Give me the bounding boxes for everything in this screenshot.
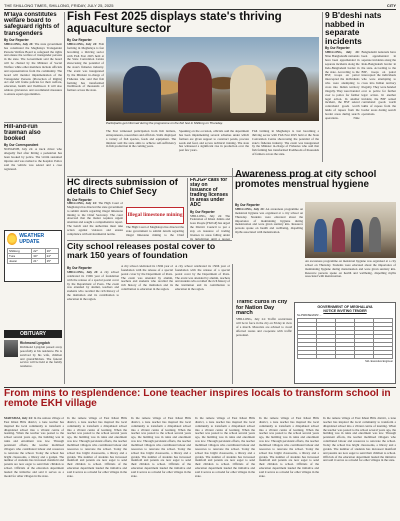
ad-title: GOVERNMENT OF MEGHALAYA — [317, 305, 373, 309]
ad-footer: Sd/- Executive Engineer — [365, 360, 393, 363]
lead-photo — [106, 37, 319, 121]
obituary-portrait — [4, 340, 18, 357]
story-fkjgp — [190, 178, 230, 240]
section-label: CITY — [386, 3, 396, 8]
bottom-col-5: In the remote village of East Khasi Hills district, a lone teacher has inspired the local community to transform a dilapidated school into a vibrant centre of learning. When the teacher was posted to the school several years ago, the building was in ruins and enrolment was low. Through persistent efforts, the teacher mobilised villagers who contributed labour and resources to renovate the school. Today the school has bright classrooms, a library and a garden. The number of students has increased manifold and parents are now eager to send their children to school. Officials of the education department lauded the initiative and said it serves as a model for other villages in the state. — [259, 417, 319, 478]
tender-advertisement — [294, 302, 396, 384]
bottom-headline: From mins to resplendence: Lone teacher inspires locals to transform school in remote EKH village — [4, 389, 391, 410]
weather-row — [8, 249, 59, 254]
article-body: NONGPOH, July 24: A truck driver who allegedly fled after hitting a pedestrian has been booked by police. The victim sustained injuries and was rushed to the hospital. Police said the vehicle was seized and a case registered. — [4, 147, 62, 171]
weather-title: WEATHER UPDATE — [19, 233, 45, 245]
lead-col-1 — [67, 37, 104, 173]
weather-box — [4, 230, 62, 282]
article-body: SHILLONG, July 24: Traffic restrictions will be in force in the city on Friday in view of a march. Motorists are advised to avoid affected routes and cooperate with traffic personnel. — [236, 317, 292, 337]
lead-story-fish-fest — [67, 11, 319, 35]
weather-cell: 16° — [45, 249, 58, 254]
obituary-box — [4, 330, 62, 380]
article-text: Fish farming in Meghalaya is fast becoming a thriving sector with Fish Fest 2025 held at the State Convention Centre showcasing the potential of the state's fisheries industry. The event was inaugurated by the Minister in-charge of Fisheries who said that fish farming has transformed livelihoods of thousands of farmers across the state. — [67, 42, 104, 93]
ad-table-cell — [355, 355, 374, 359]
article-text: An awareness programme on menstrual hygiene was organised at a city school on Thursday. Students were educated about the importance of maintaining hygiene during menstruation and were given sanitary kits. Resource persons spoke on health and wellbeing, dispelling myths associated with menstruation. — [235, 207, 303, 235]
story-awareness-body — [235, 202, 303, 300]
ad-table-row — [298, 355, 393, 359]
obituary-name: Richmond Lyngdoh — [20, 341, 50, 345]
dateline: SHILLONG, July 24: — [67, 42, 98, 46]
bottom-col-4: In the remote village of East Khasi Hills district, a lone teacher has inspired the local community to transform a dilapidated school into a vibrant centre of learning. When the teacher was posted to the school several years ago, the building was in ruins and enrolment was low. Through persistent efforts, the teacher mobilised villagers who contributed labour and resources to renovate the school. Today the school has bright classrooms, a library and a garden. The number of students has increased manifold and parents are now eager to send their children to school. Officials of the education department lauded the initiative and said it serves as a model for other villages in the state. — [195, 417, 255, 478]
lead-headline: Fish Fest 2025 displays state's thriving aquaculture sector — [67, 11, 282, 35]
dateline: MAWSMAI, July 24: — [4, 417, 33, 420]
article-body — [4, 417, 64, 479]
byline: By Our Reporter — [325, 46, 350, 51]
dateline: SHILLONG, July 24: — [235, 207, 265, 211]
bottom-col-6: In the remote village of East Khasi Hills district, a lone teacher has inspired the local community to transform a dilapidated school into a vibrant centre of learning. When the teacher was posted to the school several years ago, the building was in ruins and enrolment was low. Through persistent efforts, the teacher mobilised villagers who contributed labour and resources to renovate the school. Today the school has bright classrooms, a library and a garden. The number of students has increased manifold and parents are now eager to send their children to school. Officials of the education department lauded the initiative and said it serves as a model for other villages in the state. — [323, 417, 396, 463]
bottom-col-3: In the remote village of East Khasi Hills district, a lone teacher has inspired the local community to transform a dilapidated school into a vibrant centre of learning. When the teacher was posted to the school several years ago, the building was in ruins and enrolment was low. Through persistent efforts, the teacher mobilised villagers who contributed labour and resources to renovate the school. Today the school has bright classrooms, a library and a garden. The number of students has increased manifold and parents are now eager to send their children to school. Officials of the education department lauded the initiative and said it serves as a model for other villages in the state. — [131, 417, 191, 478]
dateline: SHILLONG, July 24: — [67, 202, 97, 205]
headline: 9 B'deshi nats nabbed in separate incidents — [325, 11, 382, 46]
lead-col-2: The Fest witnessed participation from fish farmers, entrepreneurs, researchers and officials. Stalls displayed a variety of fish species, feeds and equipment. The minister said the state aims to achieve self-sufficiency in fish production in the coming years. — [106, 130, 176, 149]
weather-cell: Jowai — [8, 259, 32, 264]
article-body — [235, 208, 303, 235]
stamp-text: Illegal limestone mining — [127, 211, 183, 218]
bottom-col-1 — [4, 417, 64, 519]
headline: FKJGP calls for stay on issuance of trading licenses in areas under ADC — [190, 178, 229, 209]
ad-subtitle: NOTICE INVITING TENDER — [323, 309, 367, 313]
byline: By Our Reporter — [4, 37, 29, 42]
ad-table-cell — [336, 355, 355, 359]
byline: By Our Reporter — [67, 197, 92, 202]
byline: By Our Reporter — [190, 209, 215, 214]
masthead — [4, 2, 396, 10]
story-city-school-body-3: A city school celebrated its 150th year of foundation with the release of a special postal cover by the Department of Posts. The event was attended by alumni, teachers and students who recalled the rich history of the institution and its contribution to education in the region. — [175, 265, 230, 292]
headline: Awareness prog at city school promotes menstrual hygiene — [235, 170, 377, 190]
article-text: In the remote village of East Khasi Hills district, a lone teacher has inspired the local community to transform a dilapidated school into a vibrant centre of learning. When the teacher was posted to the school several years ago, the building was in ruins and enrolment was low. Through persistent efforts, the teacher mobilised villagers who contributed labour and resources to renovate the school. Today the school has bright classrooms, a library and a garden. The number of students has increased manifold and parents are now eager to send their children to school. Officials of the education department lauded the initiative and said it serves as a model for other villages in the state. — [4, 417, 64, 478]
weather-row — [8, 259, 59, 264]
weather-cell: Shillong — [8, 249, 32, 254]
article-text: The state government has constituted the Meghalaya Transgender Persons Welfare Board to safeguard the rights and ensure the welfare of transgender persons in the state. The Government said the board will be chaired by the Minister of Social Welfare while other members include officials and representatives from the community. The board will monitor implementation of the Transgender Persons (Protection of Rights) Act and will frame policies for their welfare, education, health and livelihood. It will also address grievances and recommend measures to ensure equal opportunities. — [4, 41, 62, 96]
masthead-left: THE SHILLONG TIMES, SHILLONG, FRIDAY, JULY 25, 2025 — [4, 3, 114, 8]
story-awareness — [235, 170, 396, 200]
lead-col-4: Fish farming in Meghalaya is fast becoming a thriving sector with Fish Fest 2025 held at the State Convention Centre showcasing the potential of the state's fisheries industry. The event was inaugurated by the Minister in-charge of Fisheries who said that fish farming has transformed livelihoods of thousands of farmers across the state. — [252, 130, 319, 157]
awareness-photo — [305, 202, 396, 258]
story-bangladeshi-nabbed — [325, 11, 396, 163]
headline: Hill-and-run trawnan also booked — [4, 124, 41, 143]
article-body: SHILLONG, July 24: The Federation of Khasi Jaintia and Garo People (FKJGP) has urged the District Council to put a stay on issuance of trading licenses in areas falling under its jurisdiction until a proper — [190, 213, 230, 240]
weather-cell: 21° — [32, 259, 45, 264]
obituary-body: Richmond Lyngdoh passed away peacefully at his residence. He is survived by his wife, children and grandchildren. The funeral service will be held at the family residence. — [20, 345, 62, 369]
lead-col-3: Speaking on the occasion, officials said the department has been implementing several schemes under which farmers are given support to construct ponds, procure seeds and feed, and access technical training. The state has witnessed a significant rise in production over the past few years. — [179, 130, 249, 153]
headline: HC directs submission of details to Chief Secy — [67, 178, 178, 197]
byline: By Our Correspondent — [4, 143, 39, 148]
story-traffic — [236, 300, 292, 384]
ad-ref: No.PWD/SE/2025/ ... — [297, 314, 322, 317]
weather-table — [7, 248, 59, 264]
article-text: The High Court of Meghalaya has directed the state government to submit details regarding illegal limestone mining to the Chief Secretary. The court observed that the matter requires urgent attention and sought a comprehensive report. The bench said the authorities must take action against violators and ensure compliance with environmental norms. — [67, 202, 123, 236]
ad-table — [297, 318, 393, 359]
byline: By Our Reporter — [67, 38, 92, 42]
headline: M'laya constitutes welfare board to safeguard rights of transgenders — [4, 12, 60, 37]
ad-table-cell — [374, 355, 393, 359]
article-text-cont: Nine Bangladeshi nationals have been apprehended in separate incidents along the Indo-Bangladesh border in the state. According to the BSF, troops on patrol intercepted the individuals who were attempting to cross into Indian territory illegally. They were handed over to police for further legal action. In another incident, the BSF seized contraband goods worth lakhs of rupees from the border areas during search operations. — [353, 50, 396, 120]
lead-photo-caption: Participants get informed during the programme on the fish fest in Shillong on Thursday. — [106, 121, 223, 125]
headline: City school releases postal cover to mark 150 years of foundation — [67, 242, 216, 260]
story-city-school-body-2: A city school celebrated its 150th year of foundation with the release of a special postal cover by the Department of Posts. The event was attended by alumni, teachers and students who recalled the rich history of the institution and its contribution to education in the region. — [121, 265, 173, 292]
weather-cell: 22° — [32, 249, 45, 254]
weather-cell: Tura — [8, 254, 32, 259]
byline: By Our Reporter — [235, 203, 260, 207]
weather-cell: 15° — [45, 259, 58, 264]
story-hit-and-run — [4, 124, 62, 190]
weather-cell: 24° — [45, 254, 58, 259]
ad-table-cell — [298, 355, 317, 359]
story-hc-stamp — [126, 207, 184, 224]
obituary-title: OBITUARY — [4, 330, 62, 338]
article-text: A city school celebrated its 150th year of foundation with the release of a special postal cover by the Department of Posts. The event was attended by alumni, teachers and students who recalled the rich history of the institution and its contribution to education in the region. — [67, 270, 119, 302]
article-body — [325, 51, 396, 120]
story-hc-body — [67, 202, 123, 238]
story-city-school — [67, 242, 232, 264]
headline: Traffic curbs in city for Nation Day march — [236, 300, 288, 317]
dateline: SHILLONG, July 24: — [67, 270, 99, 274]
article-body — [67, 43, 104, 93]
story-transgender — [4, 12, 62, 120]
article-body — [67, 271, 119, 302]
sun-icon — [7, 233, 17, 245]
dateline: SHILLONG, July 24: — [4, 41, 34, 46]
story-awareness-body-2: An awareness programme on menstrual hygiene was organised at a city school on Thursday. Students were educated about the importance of maintaining hygiene during menstruation and were given sanitary kits. Resource persons spoke on health and wellbeing, dispelling myths associated with menstruation. — [305, 260, 396, 279]
article-body — [4, 43, 62, 97]
dateline: SHILLONG, July 24: — [325, 50, 360, 55]
story-city-school-body — [67, 265, 119, 383]
weather-cell: 30° — [32, 254, 45, 259]
byline: By Our Reporter — [67, 266, 92, 270]
bottom-col-2: In the remote village of East Khasi Hills district, a lone teacher has inspired the local community to transform a dilapidated school into a vibrant centre of learning. When the teacher was posted to the school several years ago, the building was in ruins and enrolment was low. Through persistent efforts, the teacher mobilised villagers who contributed labour and resources to renovate the school. Today the school has bright classrooms, a library and a garden. The number of students has increased manifold and parents are now eager to send their children to school. Officials of the education department lauded the initiative and said it serves as a model for other villages in the state. — [67, 417, 127, 478]
story-hc-body-2: The High Court of Meghalaya has directed the state government to submit details regarding illegal limestone mining to the Chief — [126, 226, 184, 237]
article-text: Nine Bangladeshi nationals have been apprehended in separate incidents along the Indo-Bangladesh border in the state. According to the BSF, troops on patrol intercepted the individuals who were attempting to cross into Indian territory illegally. They were handed over to police for further legal action. In another incident, the BSF seized contraband goods worth lakhs of rupees from the border areas during search operations. — [325, 54, 360, 120]
ad-table-cell — [317, 355, 336, 359]
bottom-story-lone-teacher — [4, 389, 396, 415]
